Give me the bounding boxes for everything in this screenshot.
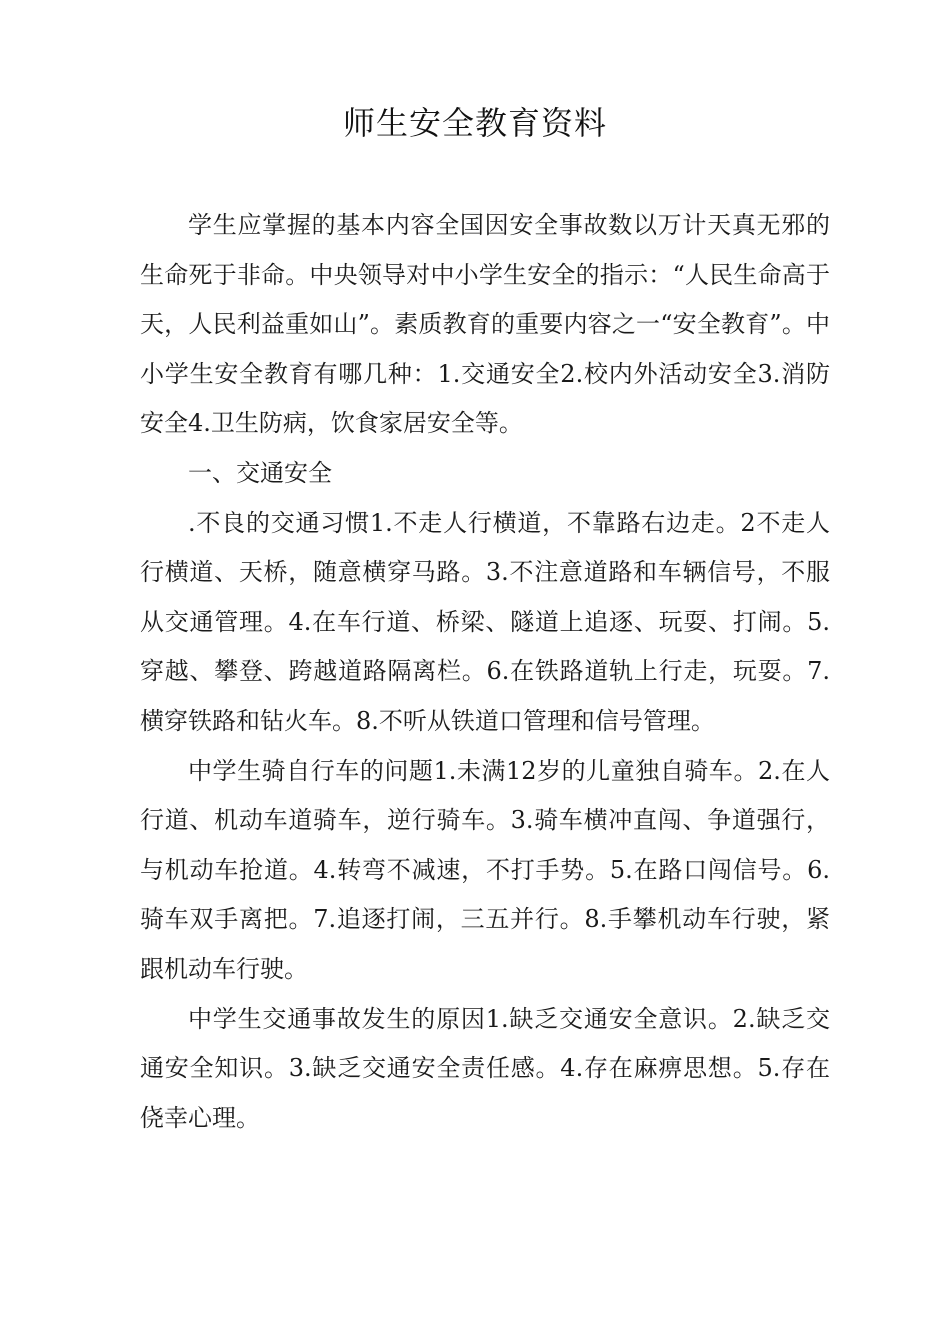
paragraph-cycling-problems: 中学生骑自行车的问题1.未满12岁的儿童独自骑车。2.在人行道、机动车道骑车，逆行骑车。3.骑车横冲直闯、争道强行，与机动车抢道。4.转弯不减速，不打手势。5.在路口闯信号。6.骑车双手离把。7.追逐打闹，三五并行。8.手攀机动车行驶，紧跟机动车行驶。 <box>140 756 830 983</box>
paragraph-bad-traffic-habits: .不良的交通习惯1.不走人行横道，不靠路右边走。2不走人行横道、天桥，随意横穿马路。3.不注意道路和车辆信号，不服从交通管理。4.在车行道、桥梁、隧道上追逐、玩耍、打闹。5.穿越、攀登、跨越道路隔离栏。6.在铁路道轨上行走，玩耍。7.横穿铁路和钻火车。8.不听从铁道口管理和信号管理。 <box>140 508 830 735</box>
document-title: 师生安全教育资料 <box>342 104 607 142</box>
document-body <box>140 201 830 1143</box>
paragraph-intro: 学生应掌握的基本内容全国因安全事故数以万计天真无邪的生命死于非命。中央领导对中小学生安全的指示：“人民生命高于天，人民利益重如山”。素质教育的重要内容之一“安全教育”。中小学生安全教育有哪几种：1.交通安全2.校内外活动安全3.消防安全4.卫生防病，饮食家居安全等。 <box>140 211 830 438</box>
paragraph-accident-causes: 中学生交通事故发生的原因1.缺乏交通安全意识。2.缺乏交通安全知识。3.缺乏交通安全责任感。4.存在麻痹思想。5.存在侥幸心理。 <box>140 1004 830 1132</box>
section-heading-traffic-safety: 一、交通安全 <box>188 458 332 487</box>
